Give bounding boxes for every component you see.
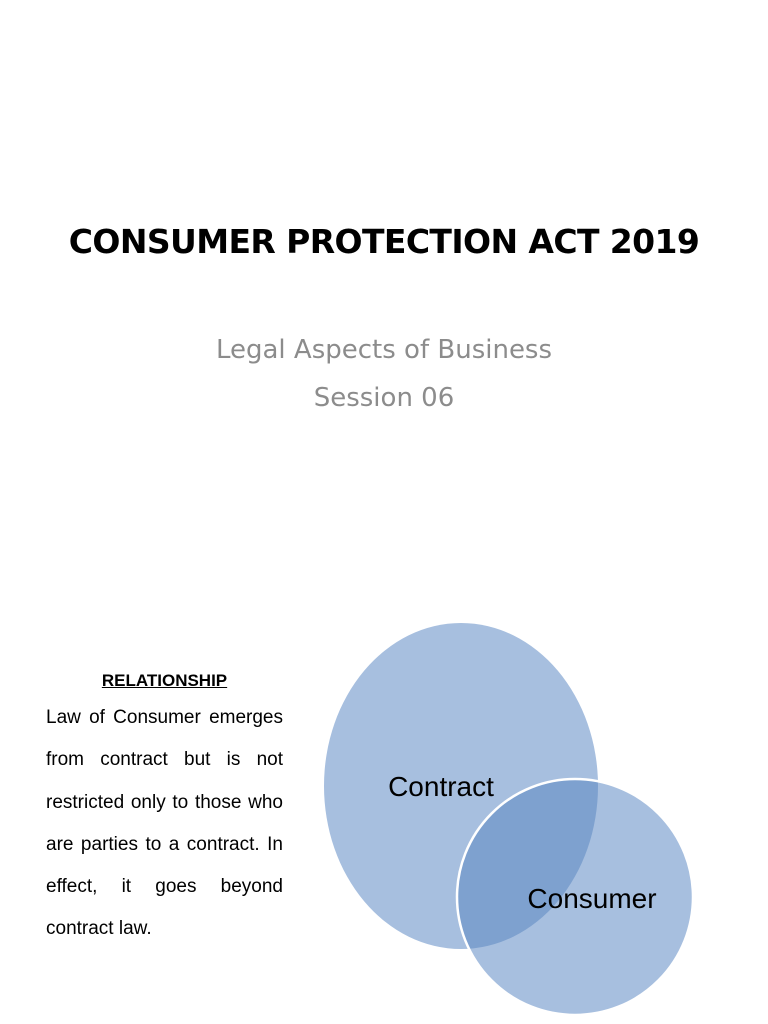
relationship-body: Law of Consumer emerges from contract but is not restricted only to those who are parties to a contract. In effect, it goes beyond contract law. bbox=[46, 707, 283, 940]
relationship-heading: RELATIONSHIP bbox=[101, 671, 228, 690]
venn-contract-label: Contract bbox=[388, 771, 494, 802]
venn-consumer-label: Consumer bbox=[527, 883, 657, 914]
subtitle-session: Session 06 bbox=[313, 383, 455, 413]
document-title: CONSUMER PROTECTION ACT 2019 bbox=[68, 222, 700, 261]
subtitle-course: Legal Aspects of Business bbox=[215, 335, 553, 365]
